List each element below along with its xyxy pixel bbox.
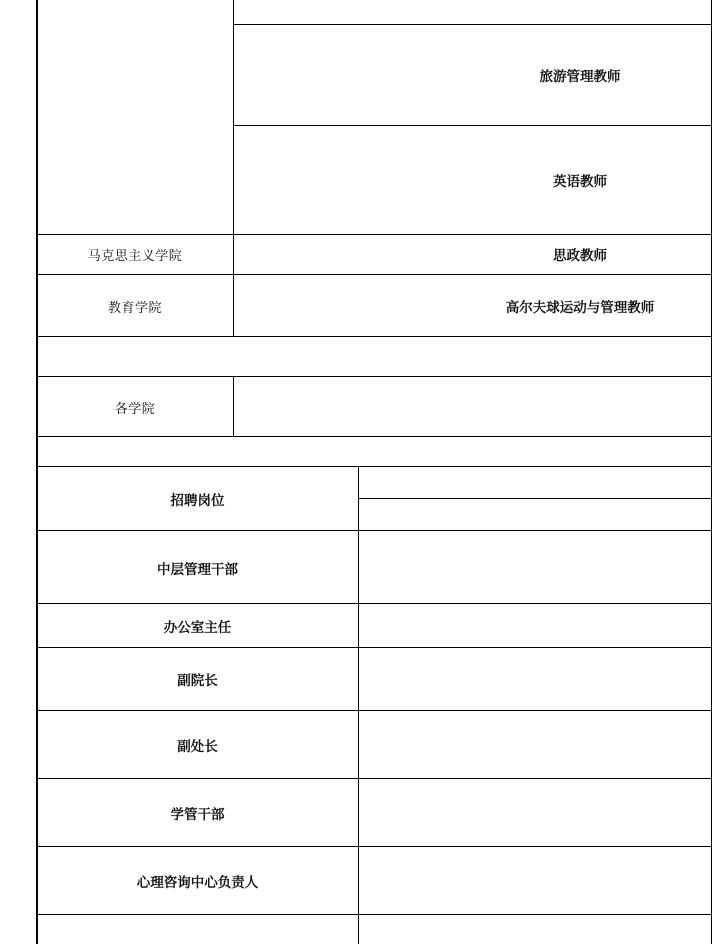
lower-row-line-6 <box>37 846 711 847</box>
lower-header-split-line <box>359 498 711 499</box>
position-golf-teacher: 高尔夫球运动与管理教师 <box>505 300 655 316</box>
right-border-upper <box>711 0 712 944</box>
position-middle-management: 中层管理干部 <box>157 562 238 578</box>
row-line-1 <box>234 24 711 25</box>
lower-row-line-4 <box>37 710 711 711</box>
row-line-2 <box>234 125 711 126</box>
lower-row-line-1 <box>37 530 711 531</box>
lower-table-top-line <box>37 466 711 467</box>
row-line-6 <box>37 376 711 377</box>
position-psych-center-head: 心理咨询中心负责人 <box>136 875 259 891</box>
position-deputy-director: 副处长 <box>177 739 218 755</box>
upper-department-divider-2 <box>233 376 234 437</box>
department-all-colleges: 各学院 <box>114 401 156 417</box>
position-tourism-teacher: 旅游管理教师 <box>539 69 621 85</box>
lower-row-line-2 <box>37 603 711 604</box>
position-student-affairs-cadre: 学管干部 <box>170 807 225 823</box>
position-ideology-teacher: 思政教师 <box>553 248 607 264</box>
department-marxism-college: 马克思主义学院 <box>87 248 183 264</box>
lower-row-line-3 <box>37 647 711 648</box>
row-line-4 <box>37 274 711 275</box>
row-line-3 <box>37 234 711 235</box>
position-vice-dean: 副院长 <box>177 673 218 689</box>
lower-row-line-7 <box>37 914 711 915</box>
recruitment-position-header: 招聘岗位 <box>170 493 225 509</box>
row-line-5 <box>37 336 711 337</box>
upper-department-divider <box>233 0 234 337</box>
position-english-teacher: 英语教师 <box>553 174 607 190</box>
row-line-7 <box>37 436 711 437</box>
lower-column-divider <box>358 466 359 944</box>
department-education-college: 教育学院 <box>107 300 162 316</box>
position-office-director: 办公室主任 <box>163 620 232 636</box>
lower-row-line-5 <box>37 778 711 779</box>
